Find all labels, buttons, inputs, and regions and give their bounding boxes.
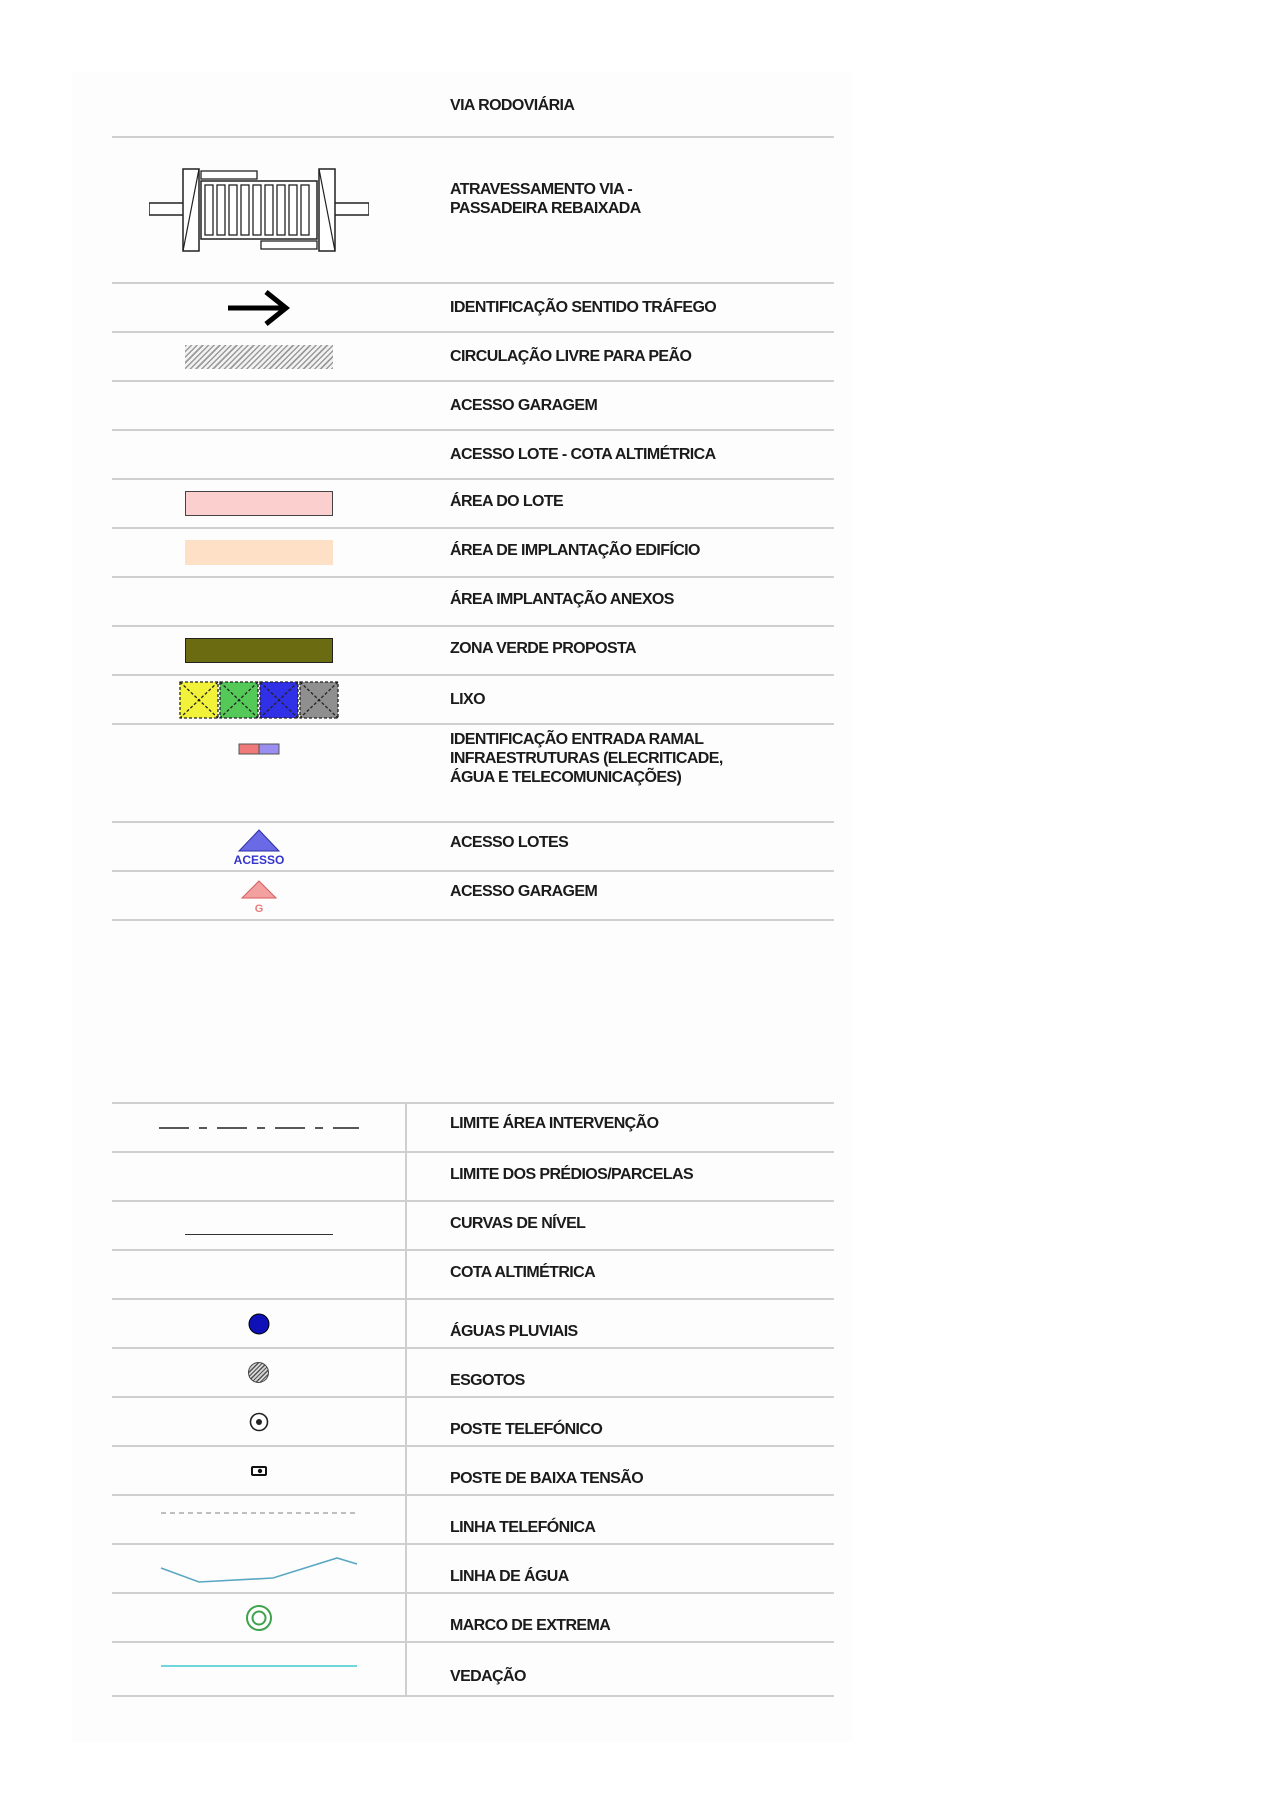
legend-label: CIRCULAÇÃO LIVRE PARA PEÃO: [450, 348, 692, 365]
legend-row: [112, 1104, 834, 1153]
legend-label: ÁGUAS PLUVIAIS: [450, 1323, 578, 1340]
legend-row: [112, 1545, 834, 1594]
empty-symbol: [112, 382, 405, 429]
legend-row: [112, 627, 834, 676]
legend-label: IDENTIFICAÇÃO SENTIDO TRÁFEGO: [450, 299, 717, 316]
access-triangle-icon: [112, 823, 405, 870]
peach-swatch: [112, 529, 405, 576]
legend-label: ACESSO GARAGEM: [450, 883, 598, 900]
crosswalk-icon: [112, 138, 405, 282]
fence-line: [112, 1643, 407, 1695]
garage-text: G: [254, 902, 263, 915]
empty-symbol: [112, 1251, 407, 1298]
legend-row: [112, 529, 834, 578]
legend-bottom: [112, 1102, 834, 1697]
legend-row: [112, 823, 834, 872]
legend-top: [112, 70, 834, 921]
garage-triangle-icon: [112, 872, 405, 919]
legend-label: ZONA VERDE PROPOSTA: [450, 640, 636, 657]
legend-row: [112, 872, 834, 921]
legend-label: ÁREA DE IMPLANTAÇÃO EDIFÍCIO: [450, 542, 700, 559]
utility-entry-icon: [112, 725, 405, 821]
legend-row: [112, 138, 834, 284]
legend-row: [112, 1643, 834, 1697]
legend-row: [112, 480, 834, 529]
blue-dot-icon: [112, 1300, 407, 1347]
waste-bins-icon: [112, 676, 405, 723]
olive-swatch: [112, 627, 405, 674]
legend-label: ÁREA IMPLANTAÇÃO ANEXOS: [450, 591, 674, 608]
legend-row: [112, 676, 834, 725]
legend-row: [112, 284, 834, 333]
legend-row: [112, 1594, 834, 1643]
pink-swatch: [112, 480, 405, 527]
legend-label: LIXO: [450, 691, 485, 708]
empty-symbol: [112, 1153, 407, 1200]
legend-label: LIMITE ÁREA INTERVENÇÃO: [450, 1115, 659, 1132]
legend-label: ESGOTOS: [450, 1372, 525, 1389]
water-line: [112, 1545, 407, 1592]
lamp-post-icon: [112, 1447, 407, 1494]
legend-row: [112, 578, 834, 627]
empty-symbol: [112, 70, 405, 136]
hatched-strip: [112, 333, 405, 380]
legend-row: [112, 1300, 834, 1349]
legend-row: [112, 1447, 834, 1496]
thin-line: [112, 1202, 407, 1249]
legend-label: ACESSO GARAGEM: [450, 397, 598, 414]
legend-row: [112, 1349, 834, 1398]
arrow-right-icon: [112, 284, 405, 331]
legend-label: CURVAS DE NÍVEL: [450, 1215, 586, 1232]
legend-label: LINHA TELEFÓNICA: [450, 1519, 596, 1536]
legend-row: [112, 1251, 834, 1300]
legend-label: ATRAVESSAMENTO VIA - PASSADEIRA REBAIXADA: [450, 181, 641, 217]
legend-row: [112, 1202, 834, 1251]
legend-row: [112, 1496, 834, 1545]
access-text: ACESSO: [233, 852, 284, 867]
legend-label: ÁREA DO LOTE: [450, 493, 564, 510]
empty-symbol: [112, 578, 405, 625]
legend-row: [112, 725, 834, 823]
legend-row: [112, 431, 834, 480]
legend-label: LINHA DE ÁGUA: [450, 1568, 569, 1585]
legend-label: VEDAÇÃO: [450, 1668, 526, 1685]
target-icon: [112, 1398, 407, 1445]
legend-label: LIMITE DOS PRÉDIOS/PARCELAS: [450, 1166, 694, 1183]
legend-label: COTA ALTIMÉTRICA: [450, 1264, 596, 1281]
empty-symbol: [112, 431, 405, 478]
boundary-marker-icon: [112, 1594, 407, 1641]
hatched-dot-icon: [112, 1349, 407, 1396]
legend-row: [112, 333, 834, 382]
legend-row: [112, 1398, 834, 1447]
dashed-line: [112, 1496, 407, 1543]
legend-row: [112, 382, 834, 431]
legend-label: MARCO DE EXTREMA: [450, 1617, 611, 1634]
dash-dot-line: [112, 1104, 407, 1151]
legend-row: [112, 70, 834, 138]
legend-label: ACESSO LOTES: [450, 834, 569, 851]
legend-label: POSTE DE BAIXA TENSÃO: [450, 1470, 644, 1487]
legend-label: POSTE TELEFÓNICO: [450, 1421, 603, 1438]
legend-label: VIA RODOVIÁRIA: [450, 97, 575, 114]
legend-row: [112, 1153, 834, 1202]
legend-label: IDENTIFICAÇÃO ENTRADA RAMAL INFRAESTRUTURAS (ELECRITICADE, ÁGUA E TELECOMUNICAÇÕES): [450, 731, 723, 786]
legend-label: ACESSO LOTE - COTA ALTIMÉTRICA: [450, 446, 716, 463]
